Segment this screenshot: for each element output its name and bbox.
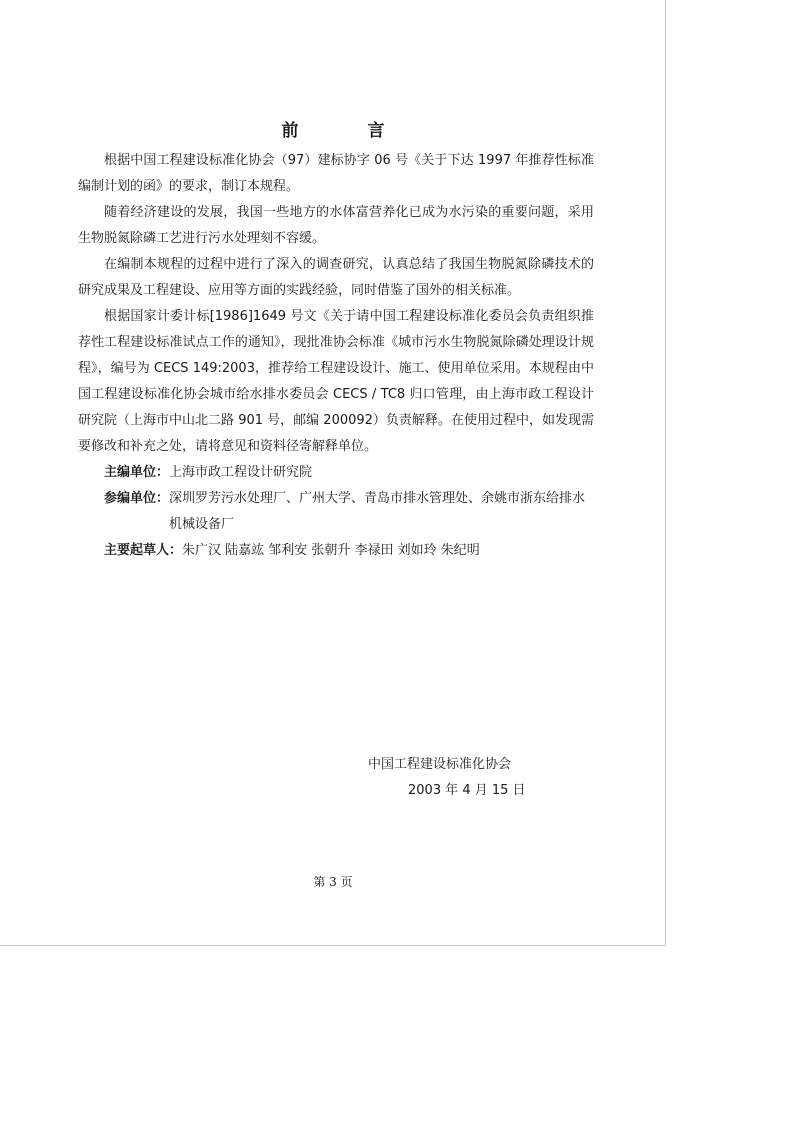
participants-row — [78, 486, 594, 538]
paragraph-2: 随着经济建设的发展，我国一些地方的水体富营养化已成为水污染的重要问题，采用生物脱氮除磷工艺进行污水处理刻不容缓。 — [78, 205, 594, 246]
paragraph-1: 根据中国工程建设标准化协会（97）建标协字 06 号《关于下达 1997 年推荐性标准编制计划的函》的要求，制订本规程。 — [78, 153, 594, 194]
document-body — [78, 148, 594, 564]
paragraph-3: 在编制本规程的过程中进行了深入的调查研究，认真总结了我国生物脱氮除磷技术的研究成果及工程建设、应用等方面的实践经验，同时借鉴了国外的相关标准。 — [78, 257, 594, 298]
issue-date: 2003 年 4 月 15 日 — [408, 783, 526, 798]
chief-editor-value: 上海市政工程设计研究院 — [169, 465, 313, 480]
drafters-label: 主要起草人： — [104, 543, 183, 558]
participants-label: 参编单位： — [104, 491, 170, 506]
signature-block — [368, 752, 526, 804]
participants-value: 深圳罗芳污水处理厂、广州大学、青岛市排水管理处、余姚市浙东给排水机械设备厂 — [169, 491, 586, 532]
paragraph-4: 根据国家计委计标[1986]1649 号文《关于请中国工程建设标准化委员会负责组织推荐性工程建设标准试点工作的通知》，现批准协会标准《城市污水生物脱氮除磷处理设计规程》，编号为 CECS 149:2003，推荐给工程建设设计、施工、使用单位采用。本规程由中国工程建设标准化协会城市给水排水委员会 CECS / TC8 归口管理，由上海市政工程设计研究院（上海市中山北二路 901 号，邮编 200092）负责解释。在使用过程中，如发现需要修改和补充之处，请将意见和资料径寄解释单位。 — [78, 309, 594, 454]
drafters-value: 朱广汉 陆嘉竑 邹利安 张朝升 李禄田 刘如玲 朱纪明 — [182, 543, 480, 558]
page-number: 第 3 页 — [313, 875, 353, 889]
page-title: 前 言 — [281, 121, 411, 141]
chief-editor-row — [78, 460, 594, 486]
drafters-row — [78, 538, 594, 564]
issuer: 中国工程建设标准化协会 — [368, 757, 512, 772]
chief-editor-label: 主编单位： — [104, 465, 170, 480]
